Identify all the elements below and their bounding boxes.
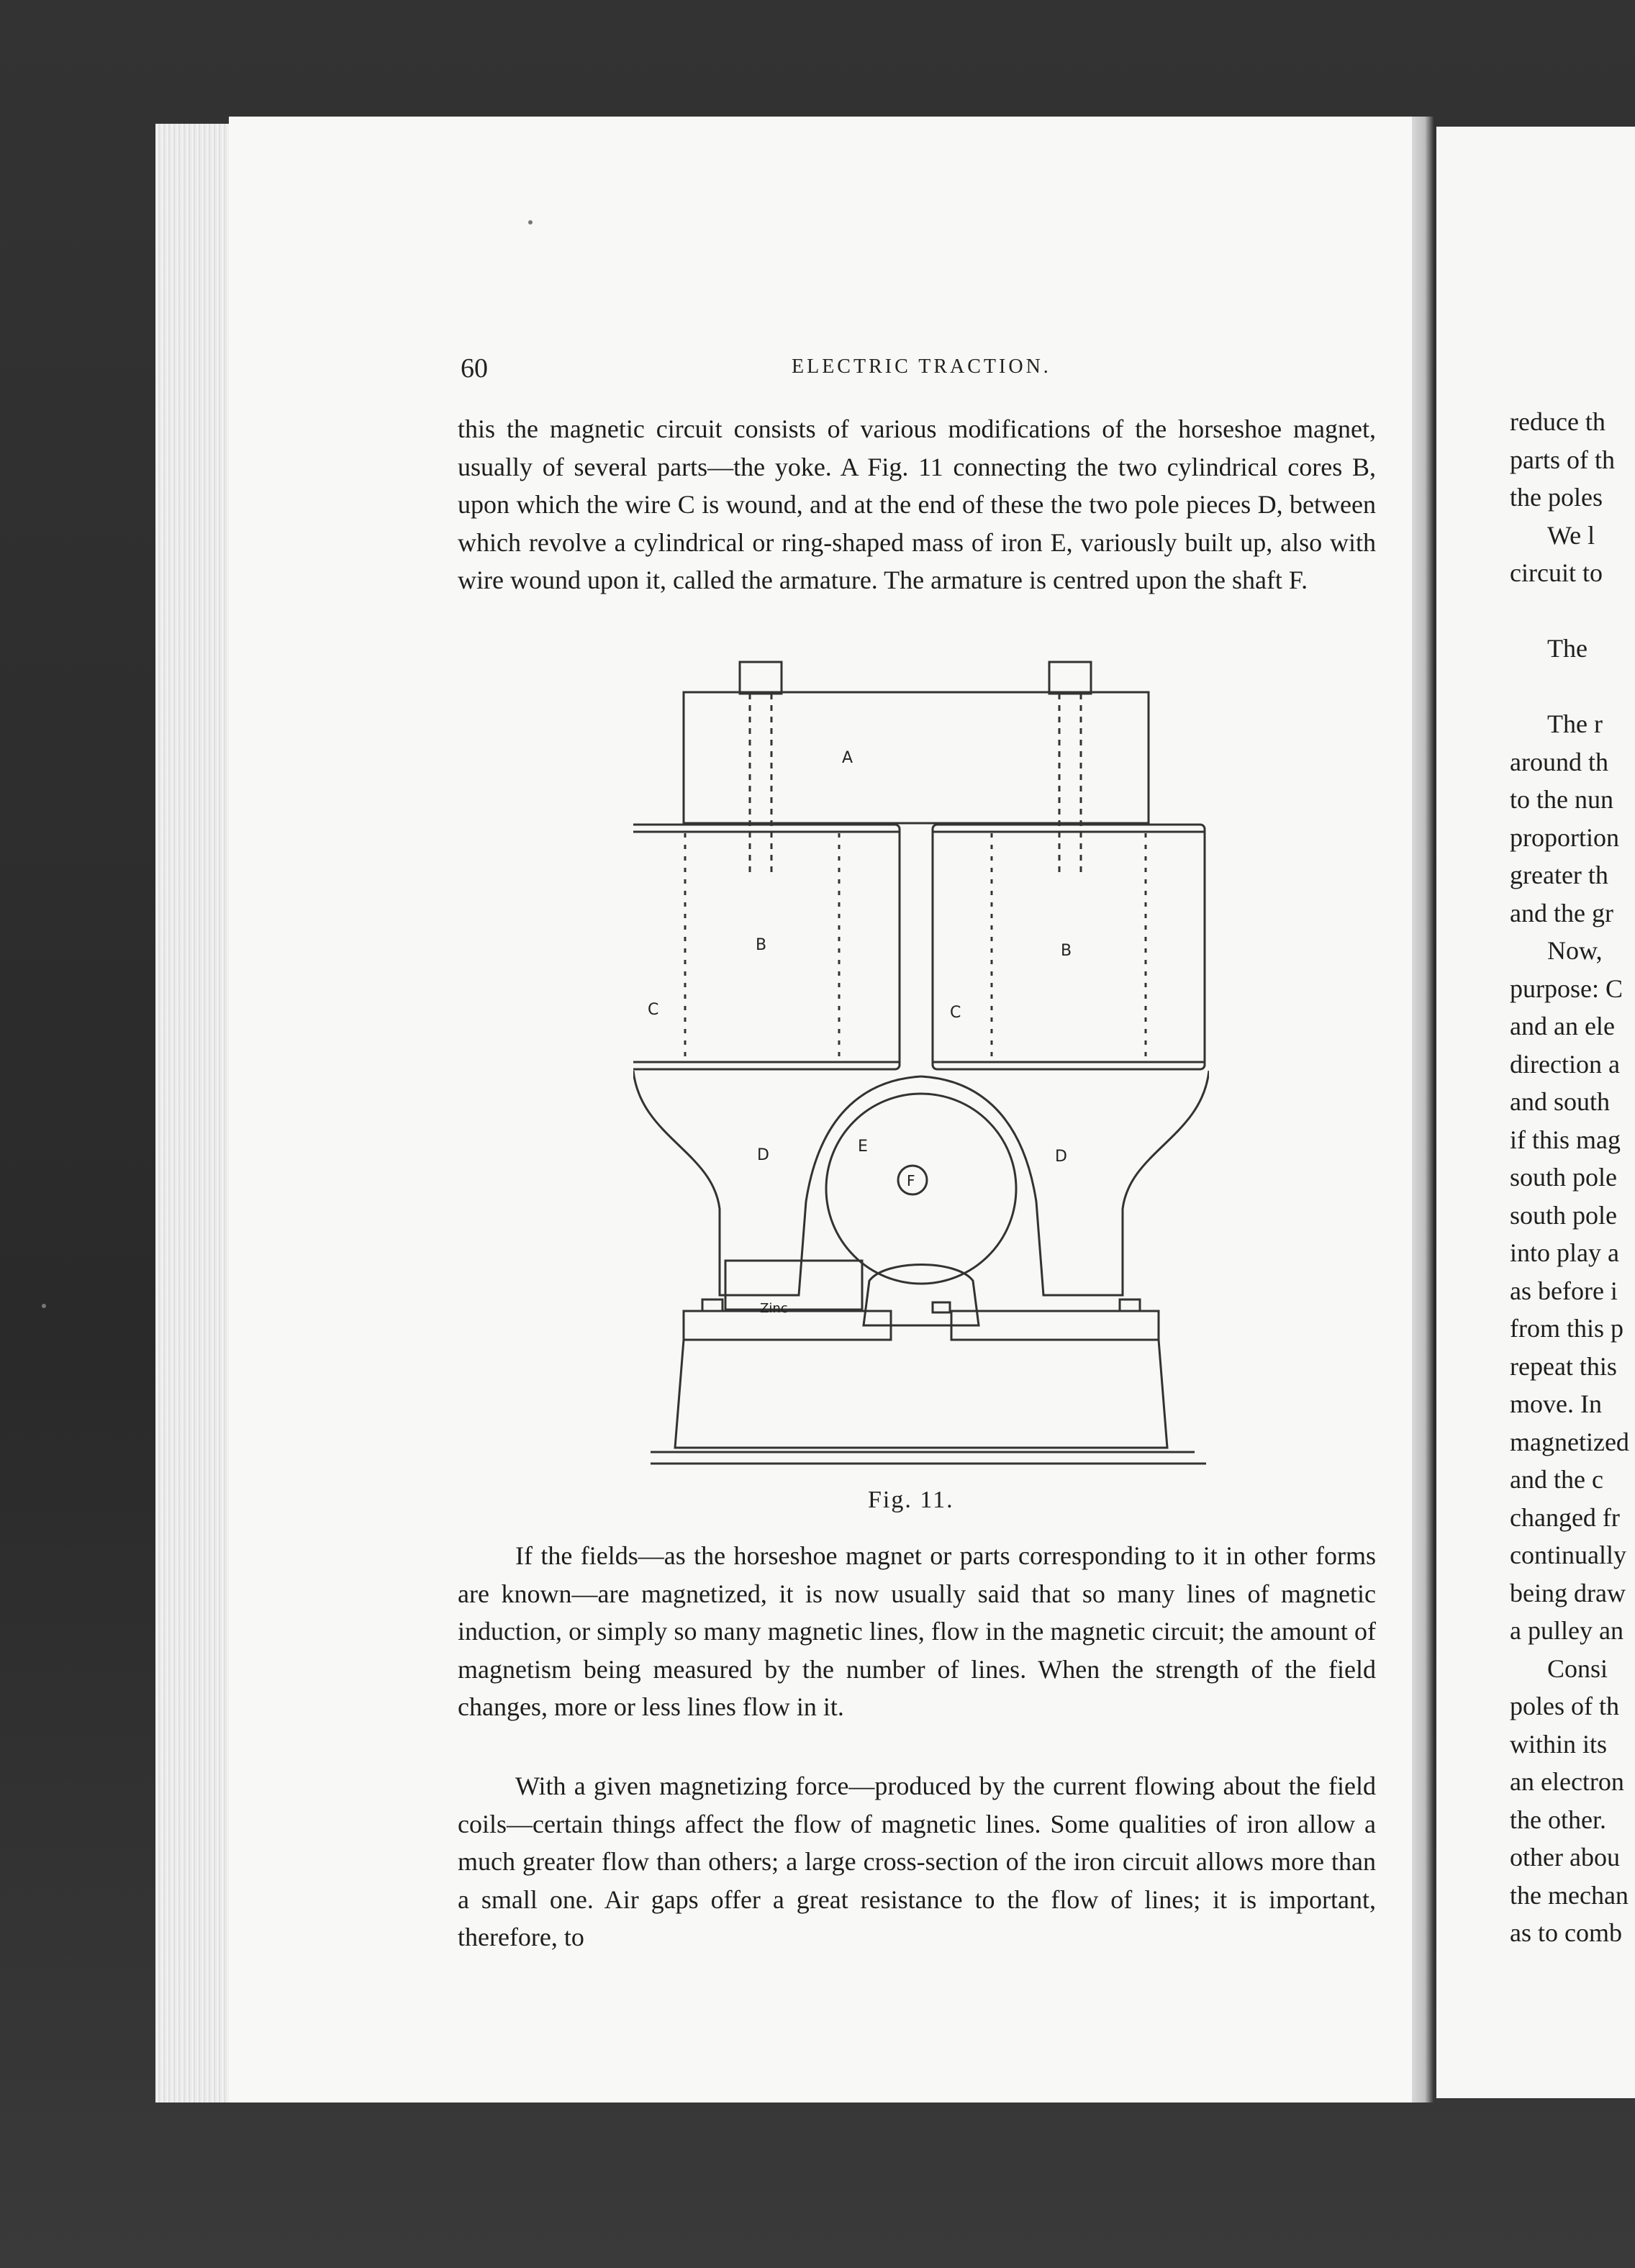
zinc-block xyxy=(725,1261,862,1310)
right-bolt-head xyxy=(1049,662,1091,694)
running-title: ELECTRIC TRACTION. xyxy=(792,355,1051,378)
right-line: the mechan xyxy=(1510,1880,1629,1910)
right-line: and the gr xyxy=(1510,898,1613,927)
paragraph-1: this the magnetic circuit consists of various modifications of the horseshoe magnet, usually of several parts—the yoke. A Fig. 11 connecting the two cylindrical cores B, upon which the wire C is wound, and at the end of these the two pole pieces D, between which revolve a cylindrical or ring-shaped mass of iron E, variously built up, also with wire wound upon it, called the armature. The armature is centred upon the shaft F. xyxy=(458,414,1376,594)
right-line: The xyxy=(1547,634,1588,663)
right-line: changed fr xyxy=(1510,1502,1620,1532)
right-line: as to comb xyxy=(1510,1918,1622,1947)
right-line: parts of th xyxy=(1510,445,1615,474)
right-line: to the nun xyxy=(1510,785,1613,814)
label-f: F xyxy=(907,1172,915,1189)
right-line: south pole xyxy=(1510,1200,1617,1230)
left-bolt-head xyxy=(740,662,782,694)
label-c-left: C xyxy=(648,1001,659,1019)
right-page-text xyxy=(1510,403,1635,1952)
book-gutter xyxy=(1412,117,1434,2103)
right-line: move. In xyxy=(1510,1389,1602,1418)
paragraph-2 xyxy=(458,1537,1376,1726)
right-line xyxy=(1510,592,1635,630)
right-line: the poles xyxy=(1510,483,1603,512)
right-line: into play a xyxy=(1510,1238,1619,1267)
paragraph-2-text: If the fields—as the horseshoe magnet or parts corresponding to it in other forms are known—are magnetized, it is now usually said that so many lines of magnetic induction, or simply so many magnetic lines, flow in the magnetic circuit; the amount of magnetism being measured by the number of lines. When the strength of the field changes, more or less lines flow in it. xyxy=(458,1541,1376,1721)
page-number: 60 xyxy=(461,353,488,384)
running-head xyxy=(461,353,1382,389)
right-line: the other. xyxy=(1510,1805,1606,1834)
armature-e xyxy=(826,1094,1016,1284)
label-e: E xyxy=(858,1138,868,1156)
label-d-right: D xyxy=(1055,1148,1067,1166)
right-line: and the c xyxy=(1510,1465,1603,1494)
label-c-right: C xyxy=(950,1004,961,1022)
right-line: direction a xyxy=(1510,1049,1620,1079)
speck xyxy=(42,1304,46,1308)
label-d-left: D xyxy=(757,1146,769,1164)
label-b-left: B xyxy=(756,936,767,954)
right-line: and an ele xyxy=(1510,1012,1615,1040)
label-a: A xyxy=(842,749,853,767)
label-zinc: Zinc xyxy=(760,1301,788,1316)
right-line: continually xyxy=(1510,1541,1626,1569)
figure-11 xyxy=(633,648,1209,1482)
right-line: reduce th xyxy=(1510,407,1605,436)
yoke-a xyxy=(684,692,1149,823)
dynamo-diagram xyxy=(633,648,1209,1482)
right-line: if this mag xyxy=(1510,1125,1621,1154)
right-line: greater th xyxy=(1510,861,1608,889)
label-b-right: B xyxy=(1061,942,1072,960)
right-line: a pulley an xyxy=(1510,1616,1623,1645)
right-line: south pole xyxy=(1510,1163,1617,1192)
right-line: an electron xyxy=(1510,1767,1624,1796)
right-line: Consi xyxy=(1547,1654,1608,1683)
right-line: poles of th xyxy=(1510,1692,1619,1720)
paragraph-3-text: With a given magnetizing force—produced by the current flowing about the field coils—certain things affect the flow of magnetic lines. Some qualities of iron allow a much greater flow than others; a large cross-section of the iron circuit allows more than a small one. Air gaps offer a great resistance to the flow of lines; it is important, therefore, to xyxy=(458,1772,1376,1951)
right-line: from this p xyxy=(1510,1314,1623,1343)
right-line: other abou xyxy=(1510,1843,1620,1872)
speck xyxy=(528,220,533,224)
right-line: within its xyxy=(1510,1729,1608,1759)
figure-caption: Fig. 11. xyxy=(868,1487,954,1513)
right-line: as before i xyxy=(1510,1276,1618,1305)
right-line: magnetized xyxy=(1510,1427,1629,1456)
right-line: We l xyxy=(1547,520,1595,550)
right-line: The r xyxy=(1547,709,1603,738)
right-line xyxy=(1510,668,1635,706)
right-line: repeat this xyxy=(1510,1351,1617,1381)
right-line: proportion xyxy=(1510,822,1619,852)
right-line: Now, xyxy=(1547,936,1603,965)
right-line: being draw xyxy=(1510,1578,1626,1607)
paragraph-3 xyxy=(458,1767,1376,1956)
right-line: and south xyxy=(1510,1087,1610,1116)
right-line: purpose: C xyxy=(1510,974,1623,1003)
page-edges xyxy=(155,124,236,2103)
right-line: circuit to xyxy=(1510,558,1603,587)
right-line: around th xyxy=(1510,747,1608,776)
base xyxy=(675,1340,1167,1448)
